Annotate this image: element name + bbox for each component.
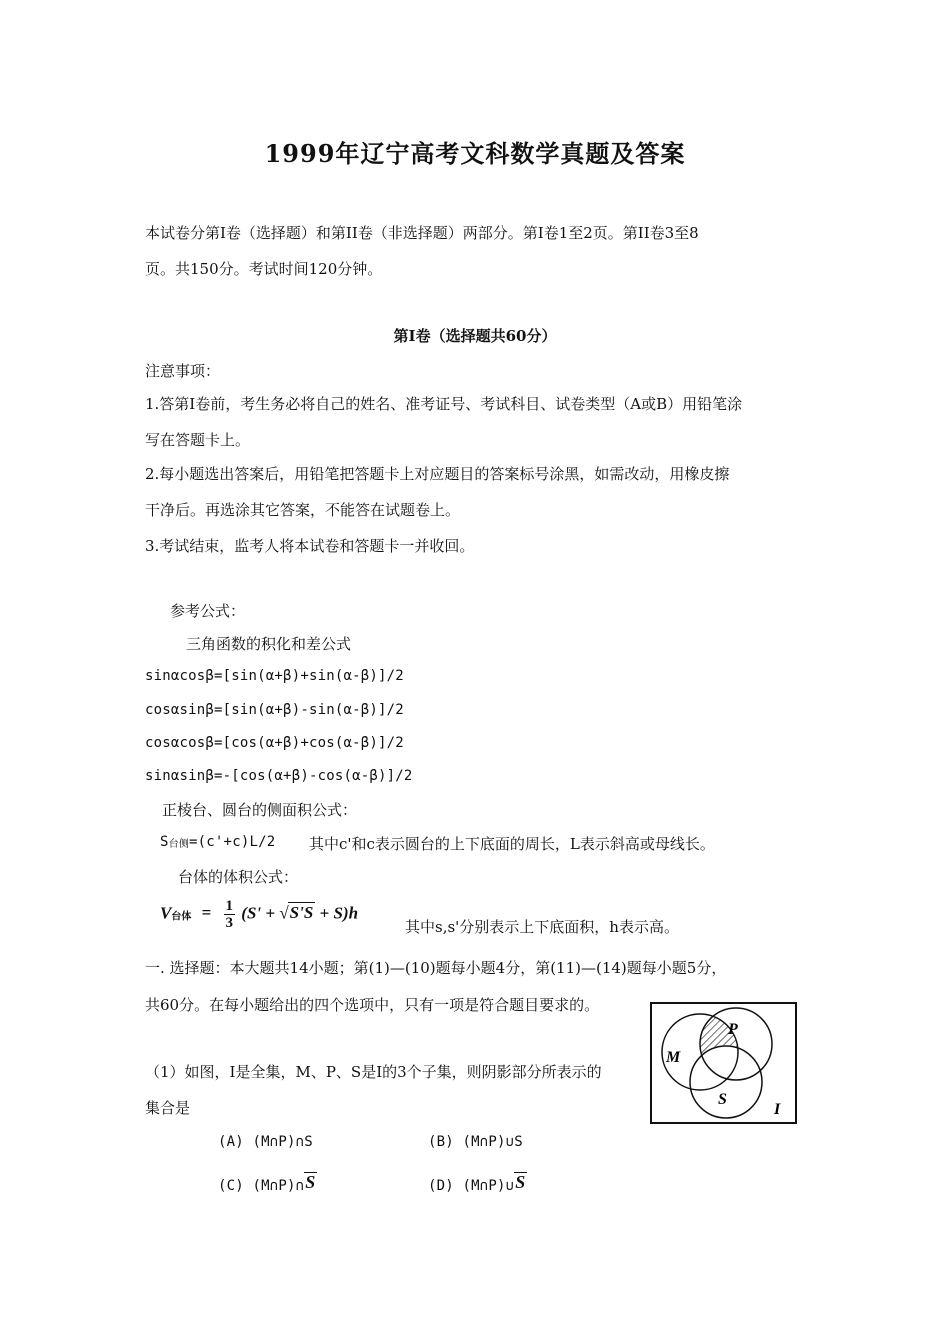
- volume-sqrt-content: S'S: [289, 903, 314, 923]
- q1-stem-line-1: （1）如图，I是全集，M、P、S是I的3个子集，则阴影部分所表示的: [145, 1063, 602, 1081]
- q1-option-c[interactable]: [218, 1172, 317, 1194]
- note-1-line-2: 写在答题卡上。: [145, 431, 251, 449]
- label-p: P: [728, 1021, 738, 1038]
- note-3: 3.考试结束，监考人将本试卷和答题卡一并收回。: [145, 537, 475, 555]
- page-title: 1999年辽宁高考文科数学真题及答案: [264, 139, 686, 168]
- volume-close: + S)h: [315, 903, 359, 923]
- label-s: S: [718, 1091, 727, 1108]
- volume-subscript: 台体: [171, 911, 192, 923]
- s-complement: S: [305, 1172, 316, 1192]
- frustum-heading: 正棱台、圆台的侧面积公式：: [162, 801, 358, 819]
- volume-equals: =: [201, 903, 212, 923]
- trig-formula-4: sinαsinβ=-[cos(α+β)-cos(α-β)]/2: [145, 768, 413, 784]
- label-i: I: [774, 1101, 781, 1118]
- frustum-formula: [160, 834, 275, 850]
- q1-stem-line-2: 集合是: [145, 1099, 191, 1117]
- q1-option-c-text: (C) (M∩P)∩: [218, 1178, 305, 1194]
- volume-V: V: [160, 903, 172, 923]
- note-1-line-1: 1.答第Ⅰ卷前，考生务必将自己的姓名、准考证号、考试科目、试卷类型（A或B）用铅笔涂: [145, 395, 743, 413]
- q1-option-b[interactable]: (B) (M∩P)∪S: [428, 1134, 523, 1150]
- frustum-formula-S: S: [160, 834, 169, 850]
- frustum-formula-subscript: 台侧: [168, 839, 190, 850]
- sqrt-sign-icon: √: [279, 903, 289, 923]
- trig-formula-1: sinαcosβ=[sin(α+β)+sin(α-β)]/2: [145, 668, 404, 684]
- note-2-line-2: 干净后。再选涂其它答案，不能答在试题卷上。: [145, 501, 461, 519]
- notes-heading: 注意事项：: [145, 362, 221, 380]
- section-heading: 第Ⅰ卷（选择题共60分）: [393, 327, 557, 345]
- part1-line-1: 一. 选择题：本大题共14小题；第(1)—(10)题每小题4分，第(11)—(14)题每小题5分，: [145, 959, 727, 977]
- one-third-fraction: $\frac{1}{3}$: [225, 898, 234, 931]
- volume-heading: 台体的体积公式：: [178, 868, 299, 886]
- trig-heading: 三角函数的积化和差公式: [186, 635, 352, 653]
- reference-heading: 参考公式：: [170, 602, 246, 620]
- frustum-note: 其中c'和c表示圆台的上下底面的周长，L表示斜高或母线长。: [309, 835, 715, 853]
- s-complement: S: [515, 1172, 526, 1192]
- venn-diagram: [648, 1000, 800, 1128]
- trig-formula-3: cosαcosβ=[cos(α+β)+cos(α-β)]/2: [145, 735, 404, 751]
- q1-option-d[interactable]: [428, 1172, 527, 1194]
- frustum-formula-rest: =(c'+c)L/2: [189, 834, 276, 850]
- note-2-line-1: 2.每小题选出答案后，用铅笔把答题卡上对应题目的答案标号涂黑，如需改动，用橡皮擦: [145, 465, 730, 483]
- intro-line-1: 本试卷分第Ⅰ卷（选择题）和第II卷（非选择题）两部分。第Ⅰ卷1至2页。第II卷3至8: [145, 224, 699, 242]
- volume-open: (S' +: [241, 903, 280, 923]
- label-m: M: [666, 1049, 681, 1066]
- intro-line-2: 页。共150分。考试时间120分钟。: [145, 260, 383, 278]
- part1-line-2: 共60分。在每小题给出的四个选项中，只有一项是符合题目要求的。: [145, 996, 600, 1014]
- q1-option-d-text: (D) (M∩P)∪: [428, 1178, 515, 1194]
- trig-formula-2: cosαsinβ=[sin(α+β)-sin(α-β)]/2: [145, 702, 404, 718]
- q1-option-a[interactable]: (A) (M∩P)∩S: [218, 1134, 313, 1150]
- volume-formula: [160, 898, 358, 931]
- volume-note: 其中s,s'分别表示上下底面积，h表示高。: [405, 918, 679, 936]
